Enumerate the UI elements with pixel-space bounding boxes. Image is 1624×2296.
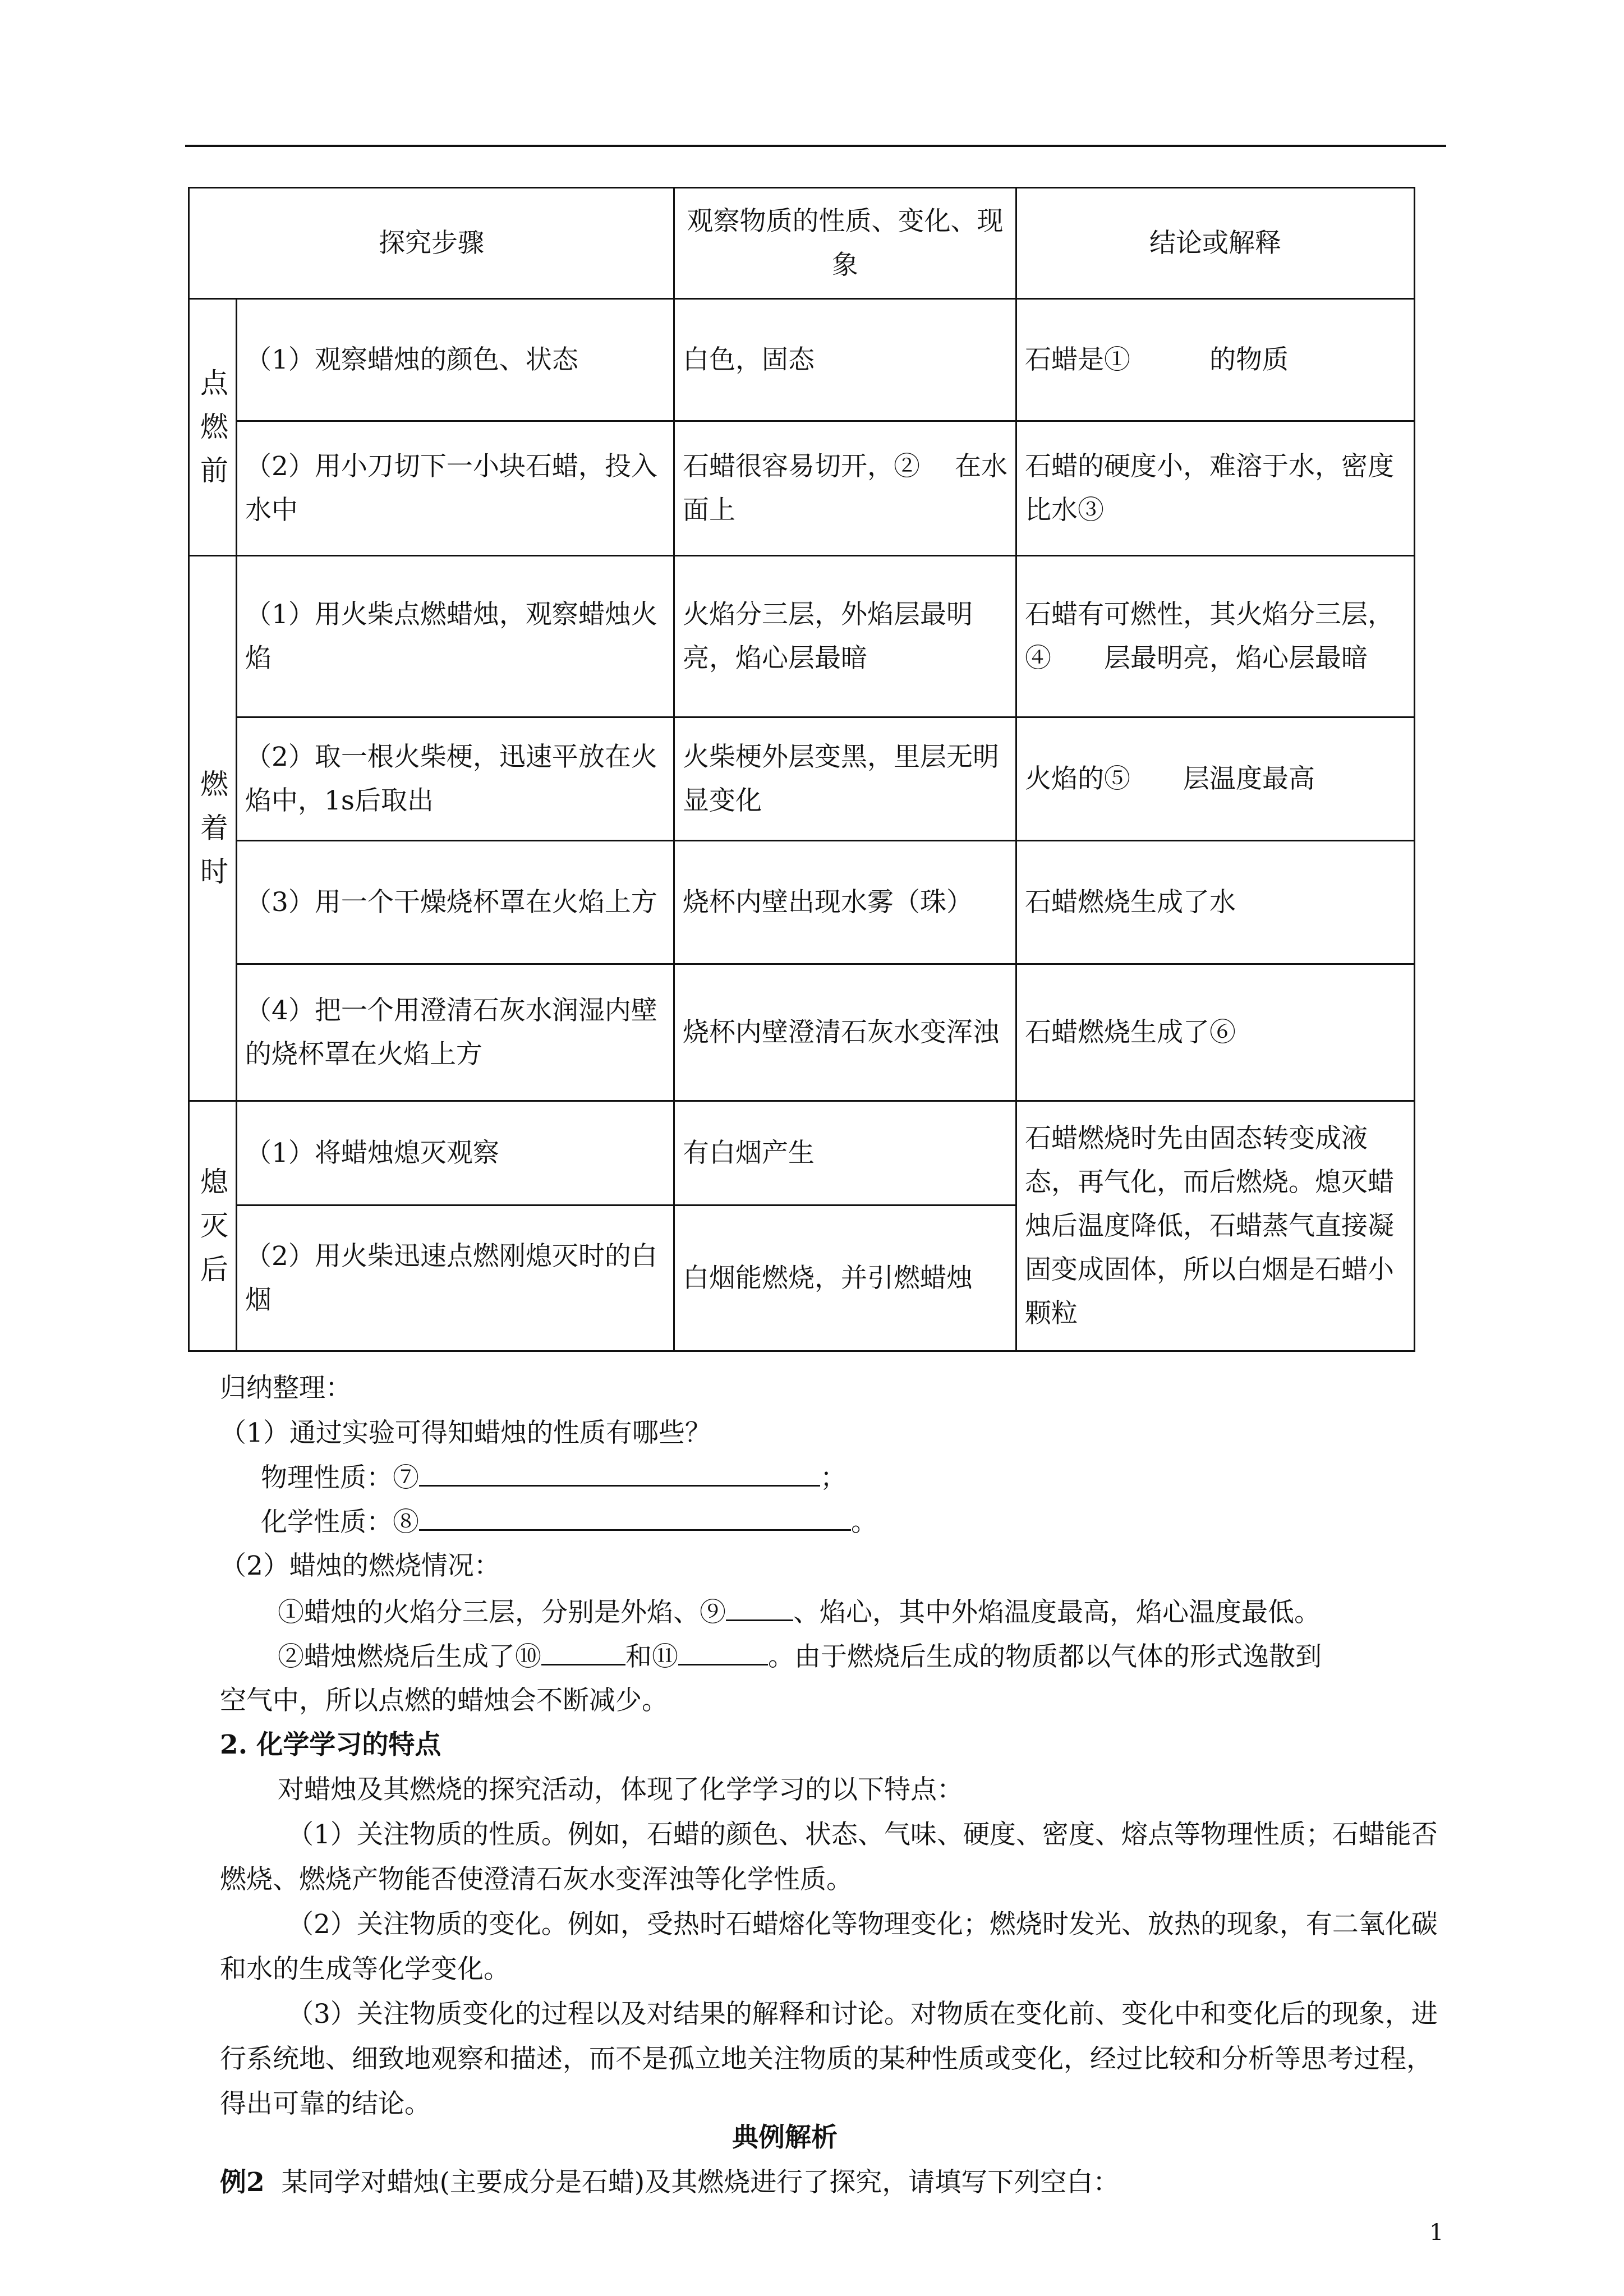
physical-label: 物理性质：⑦ [261,1462,419,1493]
chemical-property-line [261,1504,877,1539]
combustion-products-line [278,1639,1322,1674]
step-cell: （2）用小刀切下一小块石蜡，投入水中 [237,421,674,556]
example-label: 例2 [220,2167,265,2198]
summary-question-1: （1）通过实验可得知蜡烛的性质有哪些？ [220,1418,711,1448]
header-observation: 观察物质的性质、变化、现象 [674,188,1016,299]
step-cell: （3）用一个干燥烧杯罩在火焰上方 [237,841,674,964]
physical-end: ； [820,1462,846,1493]
header-conclusion: 结论或解释 [1016,188,1415,299]
flame-layers-text-end: 、焰心，其中外焰温度最高，焰心温度最低。 [793,1597,1321,1628]
observation-cell: 烧杯内壁出现水雾（珠） [674,841,1016,964]
stage-label-before: 点燃前 [189,299,237,556]
conclusion-cell: 石蜡有可燃性，其火焰分三层，④ 层最明亮，焰心层最暗 [1016,556,1415,717]
feature-paragraph-1: （1）关注物质的性质。例如，石蜡的颜色、状态、气味、硬度、密度、熔点等物理性质；石蜡能否燃烧、燃烧产物能否使澄清石灰水变浑浊等化学性质。 [220,1819,1438,1895]
products-text: ②蜡烛燃烧后生成了⑩ [278,1641,541,1672]
section2-intro: 对蜡烛及其燃烧的探究活动，体现了化学学习的以下特点： [278,1774,963,1805]
example-text: 某同学对蜡烛(主要成分是石蜡)及其燃烧进行了探究，请填写下列空白： [281,2167,1120,2198]
step-cell: （1）观察蜡烛的颜色、状态 [237,299,674,421]
conclusion-cell: 火焰的⑤ 层温度最高 [1016,717,1415,841]
observation-cell: 有白烟产生 [674,1101,1016,1205]
summary-title: 归纳整理： [220,1373,352,1404]
conclusion-cell: 石蜡的硬度小，难溶于水，密度比水③ [1016,421,1415,556]
flame-layers-line [278,1595,1321,1630]
merged-conclusion-cell: 石蜡燃烧时先由固态转变成液态，再气化，而后燃烧。熄灭蜡烛后温度降低，石蜡蒸气直接凝固变成固体，所以白烟是石蜡小颗粒 [1016,1101,1415,1351]
table-row [189,717,1415,841]
experiment-table [188,187,1415,1352]
products-text-cont: 。由于燃烧后生成的物质都以气体的形式逸散到 [768,1641,1322,1672]
page-number: 1 [1429,2220,1444,2246]
table-header-row [189,188,1415,299]
chemical-label: 化学性质：⑧ [261,1507,419,1538]
step-cell: （1）将蜡烛熄灭观察 [237,1101,674,1205]
section2-heading: 2. 化学学习的特点 [220,1729,441,1760]
step-cell: （1）用火柴点燃蜡烛，观察蜡烛火焰 [237,556,674,717]
example-line [220,2166,1119,2200]
observation-cell: 白色，固态 [674,299,1016,421]
conclusion-cell: 石蜡燃烧生成了水 [1016,841,1415,964]
conclusion-cell: 石蜡燃烧生成了⑥ [1016,964,1415,1101]
conclusion-cell: 石蜡是① 的物质 [1016,299,1415,421]
table-row [189,421,1415,556]
table-row [189,556,1415,717]
blank-9 [726,1595,793,1621]
physical-blank [419,1460,820,1487]
observation-cell: 烧杯内壁澄清石灰水变浑浊 [674,964,1016,1101]
blank-10 [541,1639,625,1665]
stage-label-burning: 燃着时 [189,556,237,1101]
feature-paragraph-3: （3）关注物质变化的过程以及对结果的解释和讨论。对物质在变化前、变化中和变化后的现象，进行系统地、细致地观察和描述，而不是孤立地关注物质的某种性质或变化，经过比较和分析等思考过程，得出可靠的结论。 [220,1999,1438,2119]
table-row [189,299,1415,421]
products-and: 和⑪ [625,1641,678,1672]
summary-question-2: （2）蜡烛的燃烧情况： [220,1550,500,1581]
step-cell: （2）取一根火柴梗，迅速平放在火焰中，1s后取出 [237,717,674,841]
table-row [189,1101,1415,1205]
header-rule [185,145,1446,147]
observation-cell: 火柴梗外层变黑，里层无明显变化 [674,717,1016,841]
observation-cell: 火焰分三层，外焰层最明亮，焰心层最暗 [674,556,1016,717]
stage-label-after: 熄灭后 [189,1101,237,1351]
table-row [189,964,1415,1101]
step-cell: （4）把一个用澄清石灰水润湿内壁的烧杯罩在火焰上方 [237,964,674,1101]
table-row [189,841,1415,964]
chemical-blank [419,1504,851,1531]
observation-cell: 白烟能燃烧，并引燃蜡烛 [674,1205,1016,1351]
header-steps: 探究步骤 [189,188,674,299]
example-heading: 典例解析 [732,2122,838,2153]
chemical-end: 。 [851,1507,877,1538]
physical-property-line [261,1460,846,1495]
feature-paragraph-2: （2）关注物质的变化。例如，受热时石蜡熔化等物理变化；燃烧时发光、放热的现象，有二氧化碳和水的生成等化学变化。 [220,1909,1438,1985]
blank-11 [678,1639,768,1665]
flame-layers-text: ①蜡烛的火焰分三层，分别是外焰、⑨ [278,1597,726,1628]
observation-cell: 石蜡很容易切开，② 在水面上 [674,421,1016,556]
step-cell: （2）用火柴迅速点燃刚熄灭时的白烟 [237,1205,674,1351]
combustion-products-line-2: 空气中，所以点燃的蜡烛会不断减少。 [220,1685,668,1716]
